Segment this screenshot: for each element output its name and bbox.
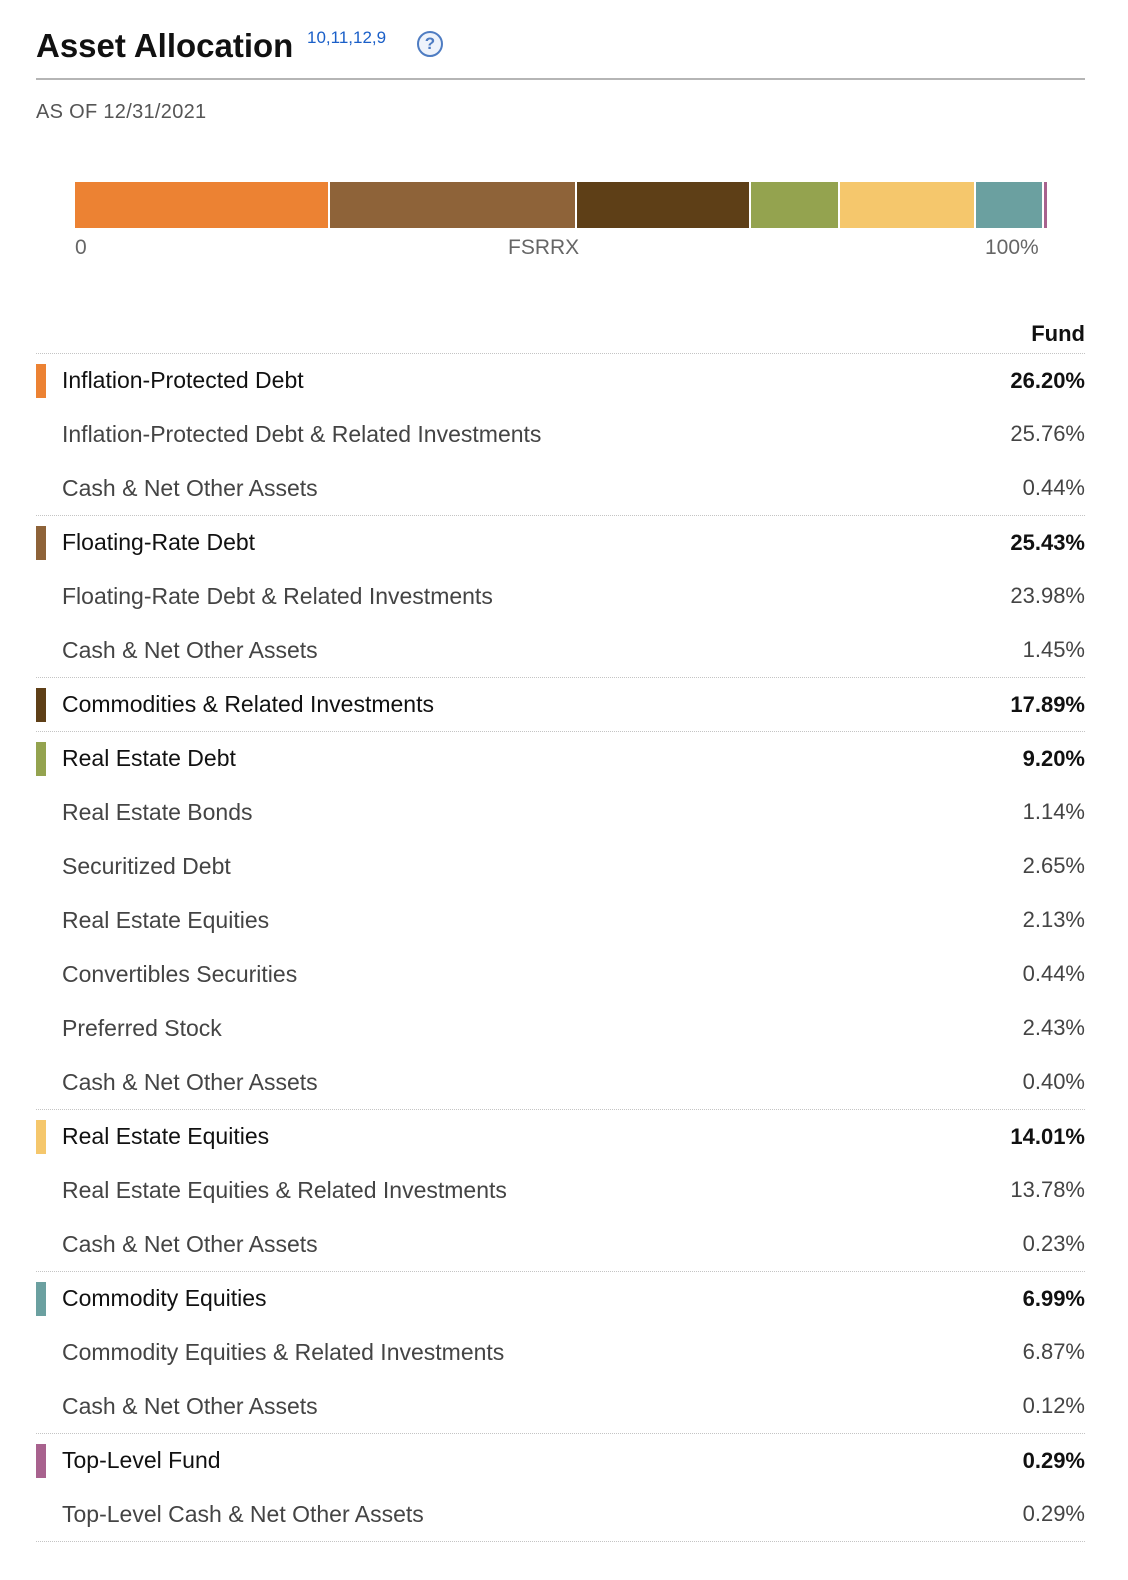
sub-category-value: 23.98% bbox=[1010, 583, 1085, 608]
fund-column-header: Fund bbox=[1031, 321, 1085, 346]
category-label: Real Estate Equities bbox=[62, 1123, 270, 1149]
table-row bbox=[36, 1001, 1085, 1055]
table-row bbox=[36, 1272, 1085, 1325]
bar-segment[interactable] bbox=[75, 182, 330, 228]
category-value: 0.29% bbox=[1022, 1448, 1085, 1473]
table-row bbox=[36, 1325, 1085, 1379]
sub-category-value: 0.23% bbox=[1022, 1231, 1085, 1256]
table-row bbox=[36, 678, 1085, 731]
category-label: Commodity Equities bbox=[62, 1285, 267, 1311]
sub-category-label: Preferred Stock bbox=[62, 1015, 222, 1041]
color-swatch bbox=[36, 364, 46, 398]
allocation-table bbox=[36, 354, 1085, 1542]
table-row bbox=[36, 839, 1085, 893]
color-swatch bbox=[36, 1282, 46, 1316]
sub-category-label: Cash & Net Other Assets bbox=[62, 1231, 318, 1257]
axis-category-label: FSRRX bbox=[508, 236, 580, 259]
bar-segment[interactable] bbox=[577, 182, 751, 228]
sub-category-label: Securitized Debt bbox=[62, 853, 231, 879]
bar-segment[interactable] bbox=[751, 182, 840, 228]
header-divider bbox=[36, 78, 1085, 80]
category-value: 26.20% bbox=[1010, 368, 1085, 393]
table-row bbox=[36, 569, 1085, 623]
color-swatch bbox=[36, 526, 46, 560]
table-row bbox=[36, 407, 1085, 461]
category-value: 14.01% bbox=[1010, 1124, 1085, 1149]
table-row bbox=[36, 893, 1085, 947]
table-row bbox=[36, 1055, 1085, 1109]
sub-category-label: Cash & Net Other Assets bbox=[62, 637, 318, 663]
category-label: Top-Level Fund bbox=[62, 1447, 221, 1473]
sub-category-value: 0.29% bbox=[1022, 1501, 1085, 1526]
sub-category-label: Commodity Equities & Related Investments bbox=[62, 1339, 505, 1365]
category-label: Floating-Rate Debt bbox=[62, 529, 256, 555]
sub-category-value: 0.40% bbox=[1022, 1069, 1085, 1094]
page-title: Asset Allocation bbox=[36, 27, 294, 64]
allocation-group bbox=[36, 516, 1085, 678]
sub-category-value: 1.45% bbox=[1022, 637, 1085, 662]
sub-category-label: Cash & Net Other Assets bbox=[62, 1393, 318, 1419]
sub-category-label: Real Estate Equities & Related Investments bbox=[62, 1177, 507, 1203]
table-row bbox=[36, 1163, 1085, 1217]
category-value: 17.89% bbox=[1010, 692, 1085, 717]
sub-category-label: Cash & Net Other Assets bbox=[62, 475, 318, 501]
bar-segment[interactable] bbox=[976, 182, 1044, 228]
sub-category-label: Top-Level Cash & Net Other Assets bbox=[62, 1501, 424, 1527]
table-row bbox=[36, 1379, 1085, 1433]
color-swatch bbox=[36, 1444, 46, 1478]
sub-category-value: 2.13% bbox=[1022, 907, 1085, 932]
sub-category-value: 1.14% bbox=[1022, 799, 1085, 824]
sub-category-value: 2.65% bbox=[1022, 853, 1085, 878]
table-row bbox=[36, 732, 1085, 785]
category-value: 6.99% bbox=[1022, 1286, 1085, 1311]
category-label: Real Estate Debt bbox=[62, 745, 236, 771]
sub-category-label: Inflation-Protected Debt & Related Investments bbox=[62, 421, 542, 447]
table-row bbox=[36, 1217, 1085, 1271]
bar-segment[interactable] bbox=[840, 182, 976, 228]
allocation-group bbox=[36, 1272, 1085, 1434]
table-row bbox=[36, 461, 1085, 515]
color-swatch bbox=[36, 742, 46, 776]
table-row bbox=[36, 354, 1085, 407]
table-row bbox=[36, 785, 1085, 839]
allocation-group bbox=[36, 354, 1085, 516]
sub-category-label: Floating-Rate Debt & Related Investments bbox=[62, 583, 493, 609]
sub-category-label: Real Estate Equities bbox=[62, 907, 270, 933]
table-row bbox=[36, 1110, 1085, 1163]
category-value: 9.20% bbox=[1022, 746, 1085, 771]
allocation-group bbox=[36, 678, 1085, 732]
sub-category-value: 2.43% bbox=[1022, 1015, 1085, 1040]
axis-min-label: 0 bbox=[75, 236, 87, 259]
table-row bbox=[36, 1434, 1085, 1487]
sub-category-label: Convertibles Securities bbox=[62, 961, 298, 987]
table-row bbox=[36, 516, 1085, 569]
help-icon[interactable]: ? bbox=[417, 31, 443, 57]
sub-category-value: 25.76% bbox=[1010, 421, 1085, 446]
sub-category-value: 0.44% bbox=[1022, 961, 1085, 986]
sub-category-value: 0.44% bbox=[1022, 475, 1085, 500]
sub-category-label: Real Estate Bonds bbox=[62, 799, 253, 825]
category-label: Inflation-Protected Debt bbox=[62, 367, 304, 393]
table-row bbox=[36, 947, 1085, 1001]
allocation-group bbox=[36, 1434, 1085, 1542]
sub-category-label: Cash & Net Other Assets bbox=[62, 1069, 318, 1095]
allocation-group bbox=[36, 732, 1085, 1110]
color-swatch bbox=[36, 1120, 46, 1154]
sub-category-value: 6.87% bbox=[1022, 1339, 1085, 1364]
allocation-stacked-bar bbox=[75, 182, 1047, 228]
sub-category-value: 0.12% bbox=[1022, 1393, 1085, 1418]
bar-segment[interactable] bbox=[330, 182, 577, 228]
sub-category-value: 13.78% bbox=[1010, 1177, 1085, 1202]
category-label: Commodities & Related Investments bbox=[62, 691, 434, 717]
allocation-group bbox=[36, 1110, 1085, 1272]
table-row bbox=[36, 623, 1085, 677]
category-value: 25.43% bbox=[1010, 530, 1085, 555]
axis-max-label: 100% bbox=[985, 236, 1039, 259]
table-row bbox=[36, 1487, 1085, 1541]
as-of-date: AS OF 12/31/2021 bbox=[36, 101, 207, 123]
color-swatch bbox=[36, 688, 46, 722]
footnote-links[interactable]: 10,11,12,9 bbox=[307, 28, 387, 47]
bar-segment[interactable] bbox=[1044, 182, 1047, 228]
